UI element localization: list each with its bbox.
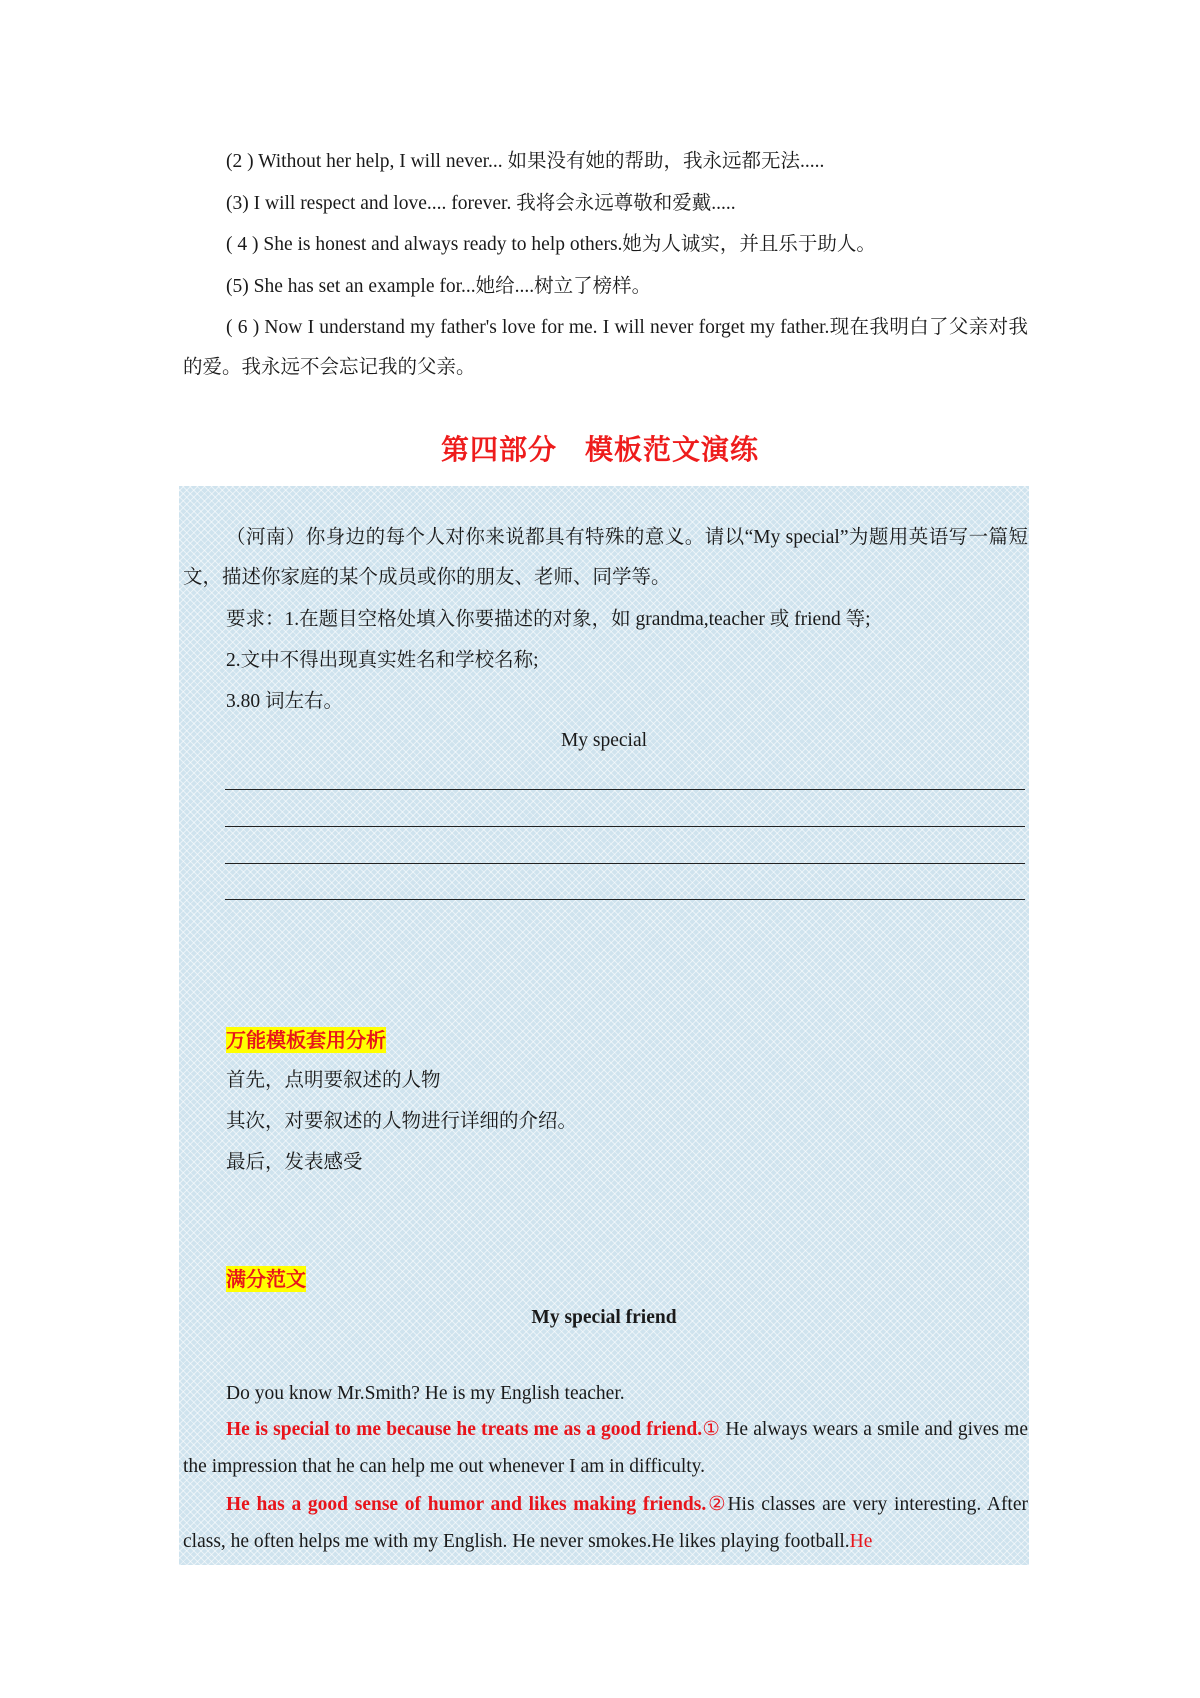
sample-paragraph-2: [183, 1411, 1028, 1485]
answer-line: [225, 899, 1025, 900]
task-title: My special: [560, 730, 648, 751]
task-requirement-1: 要求：1.在题目空格处填入你要描述的对象，如 grandma,teacher 或 friend 等;: [226, 609, 871, 630]
phrase-3: (3) I will respect and love.... forever. 我将会永远尊敬和爱戴.....: [226, 193, 736, 214]
task-requirement-3: 3.80 词左右。: [226, 691, 344, 712]
phrase-6: ( 6 ) Now I understand my father's love for me. I will never forget my father.现在我明白了父亲对我的爱。我永远不会忘记我的父亲。: [183, 317, 1028, 378]
phrase-2: (2 ) Without her help, I will never... 如果没有她的帮助，我永远都无法.....: [226, 151, 825, 172]
analysis-step-3: 最后，发表感受: [226, 1152, 363, 1173]
task-prompt: （河南）你身边的每个人对你来说都具有特殊的意义。请以“My special”为题用英语写一篇短文，描述你家庭的某个成员或你的朋友、老师、同学等。: [183, 527, 1028, 588]
task-requirement-2: 2.文中不得出现真实姓名和学校名称;: [226, 650, 539, 671]
answer-line: [225, 789, 1025, 790]
marker-2: ②: [706, 1494, 728, 1515]
sample-heading: 满分范文: [226, 1267, 306, 1291]
analysis-step-1: 首先，点明要叙述的人物: [226, 1070, 441, 1091]
key-sentence-1: He is special to me because he treats me as a good friend.: [226, 1419, 703, 1440]
paragraph-3-tail: He: [849, 1531, 873, 1552]
sample-paragraph-3: [183, 1486, 1028, 1560]
sample-title: My special friend: [531, 1307, 677, 1328]
answer-line: [225, 826, 1025, 827]
sample-paragraph-1: Do you know Mr.Smith? He is my English teacher.: [226, 1383, 625, 1404]
section-part: 第四部分: [440, 433, 557, 466]
analysis-heading: 万能模板套用分析: [226, 1028, 386, 1052]
paragraph-3-rest: His classes are very interesting. After class, he often helps me with my English. He never smokes.He likes playing football.: [183, 1494, 1028, 1552]
analysis-step-2: 其次，对要叙述的人物进行详细的介绍。: [226, 1111, 578, 1132]
section-name: 模板范文演练: [585, 433, 760, 466]
key-sentence-2: He has a good sense of humor and likes making friends.: [226, 1494, 707, 1515]
answer-line: [225, 863, 1025, 864]
phrase-4: ( 4 ) She is honest and always ready to help others.她为人诚实，并且乐于助人。: [226, 234, 876, 255]
section-title: [0, 428, 1200, 468]
analysis-heading-row: [183, 1020, 1028, 1062]
phrase-5: (5) She has set an example for...她给....树立了榜样。: [226, 276, 652, 297]
marker-1: ①: [702, 1419, 721, 1440]
sample-heading-row: [183, 1259, 1028, 1301]
paragraph-2-rest: He always wears a smile and gives me the impression that he can help me out whenever I am in difficulty.: [183, 1419, 1028, 1477]
